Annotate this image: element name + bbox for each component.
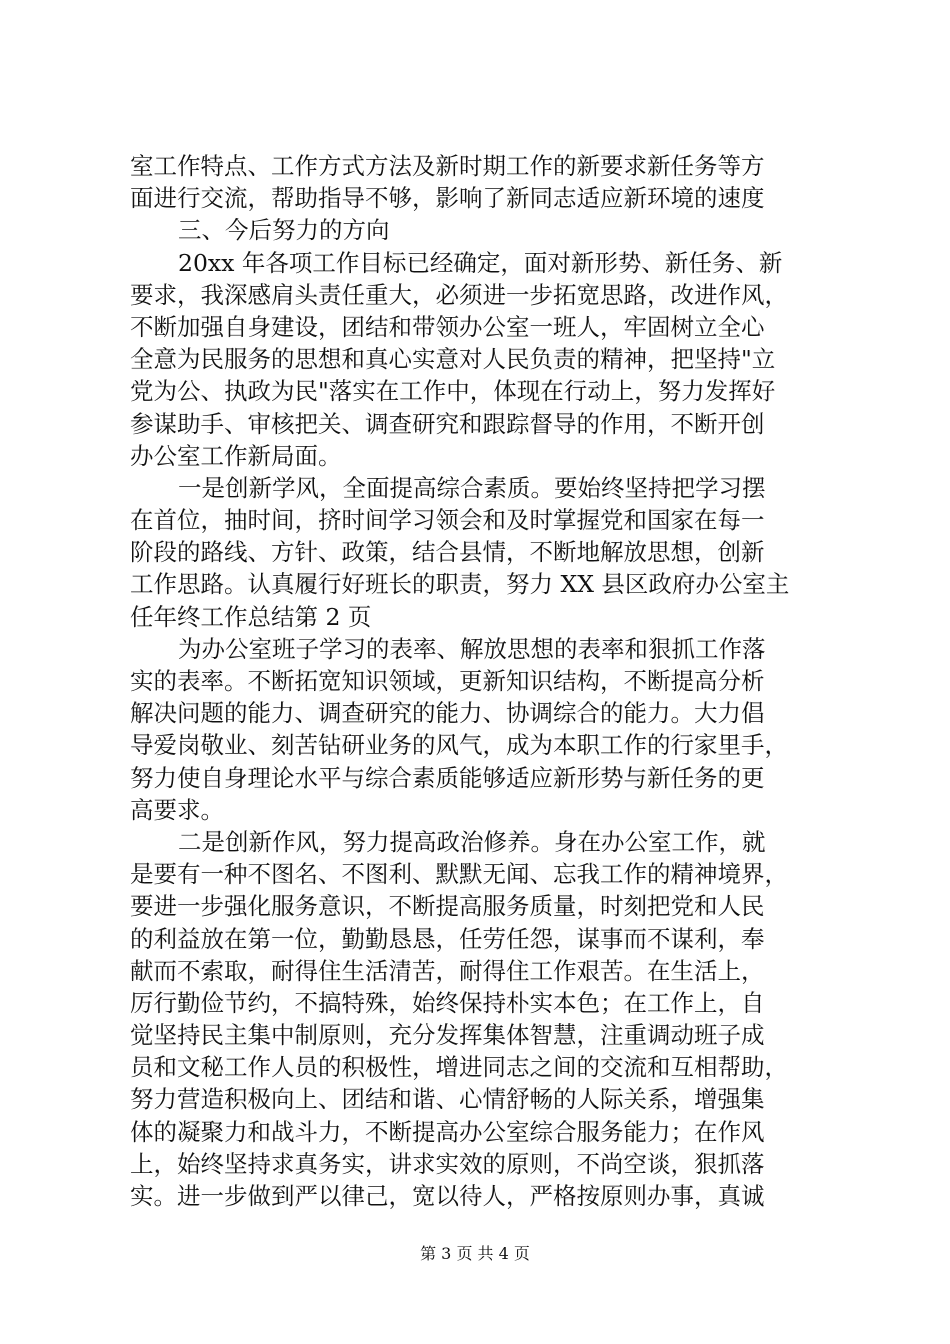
text-line: 实。进一步做到严以律己，宽以待人，严格按原则办事，真诚 (130, 1182, 765, 1210)
text-line: 一是创新学风，全面提高综合素质。要始终坚持把学习摆 (178, 473, 766, 502)
text-line: 体的凝聚力和战斗力，不断提高办公室综合服务能力；在作风 (130, 1117, 765, 1146)
page-number-footer: 第 3 页 共 4 页 (420, 1244, 530, 1263)
text-line: 的利益放在第一位，勤勤恳恳，任劳任怨，谋事而不谋利，奉 (130, 924, 765, 953)
text-line: 厉行勤俭节约，不搞特殊，始终保持朴实本色；在工作上，自 (130, 988, 765, 1017)
text-line: 全意为民服务的思想和真心实意对人民负责的精神，把坚持"立 (130, 345, 776, 374)
text-line: 在首位，抽时间，挤时间学习领会和及时掌握党和国家在每一 (130, 506, 765, 535)
text-line: 任年终工作总结第 2 页 (130, 602, 372, 631)
text-line: 要求，我深感肩头责任重大，必须进一步拓宽思路，改进作风， (130, 280, 788, 309)
document-body (130, 150, 830, 1212)
text-line: 为办公室班子学习的表率、解放思想的表率和狠抓工作落 (178, 634, 766, 663)
text-line: 室工作特点、工作方式方法及新时期工作的新要求新任务等方 (130, 152, 765, 180)
text-line: 工作思路。认真履行好班长的职责，努力 XX 县区政府办公室主 (130, 570, 790, 599)
text-line: 20xx 年各项工作目标已经确定，面对新形势、新任务、新 (178, 248, 783, 277)
text-line: 参谋助手、审核把关、调查研究和跟踪督导的作用，不断开创 (130, 409, 765, 438)
text-line: 上，始终坚持求真务实，讲求实效的原则，不尚空谈，狠抓落 (130, 1149, 765, 1178)
text-line: 面进行交流，帮助指导不够，影响了新同志适应新环境的速度 (130, 184, 765, 213)
text-line: 二是创新作风，努力提高政治修养。身在办公室工作，就 (178, 827, 766, 856)
text-line: 阶段的路线、方针、政策，结合县情，不断地解放思想，创新 (130, 538, 765, 567)
text-line: 导爱岗敬业、刻苦钻研业务的风气，成为本职工作的行家里手， (130, 731, 788, 760)
text-line: 觉坚持民主集中制原则，充分发挥集体智慧，注重调动班子成 (130, 1021, 765, 1050)
text-line: 解决问题的能力、调查研究的能力、协调综合的能力。大力倡 (130, 699, 765, 728)
section-heading: 三、今后努力的方向 (178, 216, 390, 245)
text-line: 实的表率。不断拓宽知识领域，更新知识结构，不断提高分析 (130, 667, 765, 695)
text-line: 是要有一种不图名、不图利、默默无闻、忘我工作的精神境界， (130, 860, 788, 889)
text-line: 党为公、执政为民"落实在工作中，体现在行动上，努力发挥好 (130, 377, 776, 406)
text-line: 要进一步强化服务意识，不断提高服务质量，时刻把党和人民 (130, 892, 765, 921)
text-line: 努力营造积极向上、团结和谐、心情舒畅的人际关系，增强集 (130, 1085, 765, 1114)
text-line: 努力使自身理论水平与综合素质能够适应新形势与新任务的更 (130, 763, 765, 792)
text-line: 高要求。 (130, 795, 224, 824)
text-line: 员和文秘工作人员的积极性，增进同志之间的交流和互相帮助， (130, 1053, 788, 1082)
text-line: 献而不索取，耐得住生活清苦，耐得住工作艰苦。在生活上， (130, 956, 765, 985)
text-line: 办公室工作新局面。 (130, 441, 342, 470)
text-line: 不断加强自身建设，团结和带领办公室一班人，牢固树立全心 (130, 312, 765, 341)
